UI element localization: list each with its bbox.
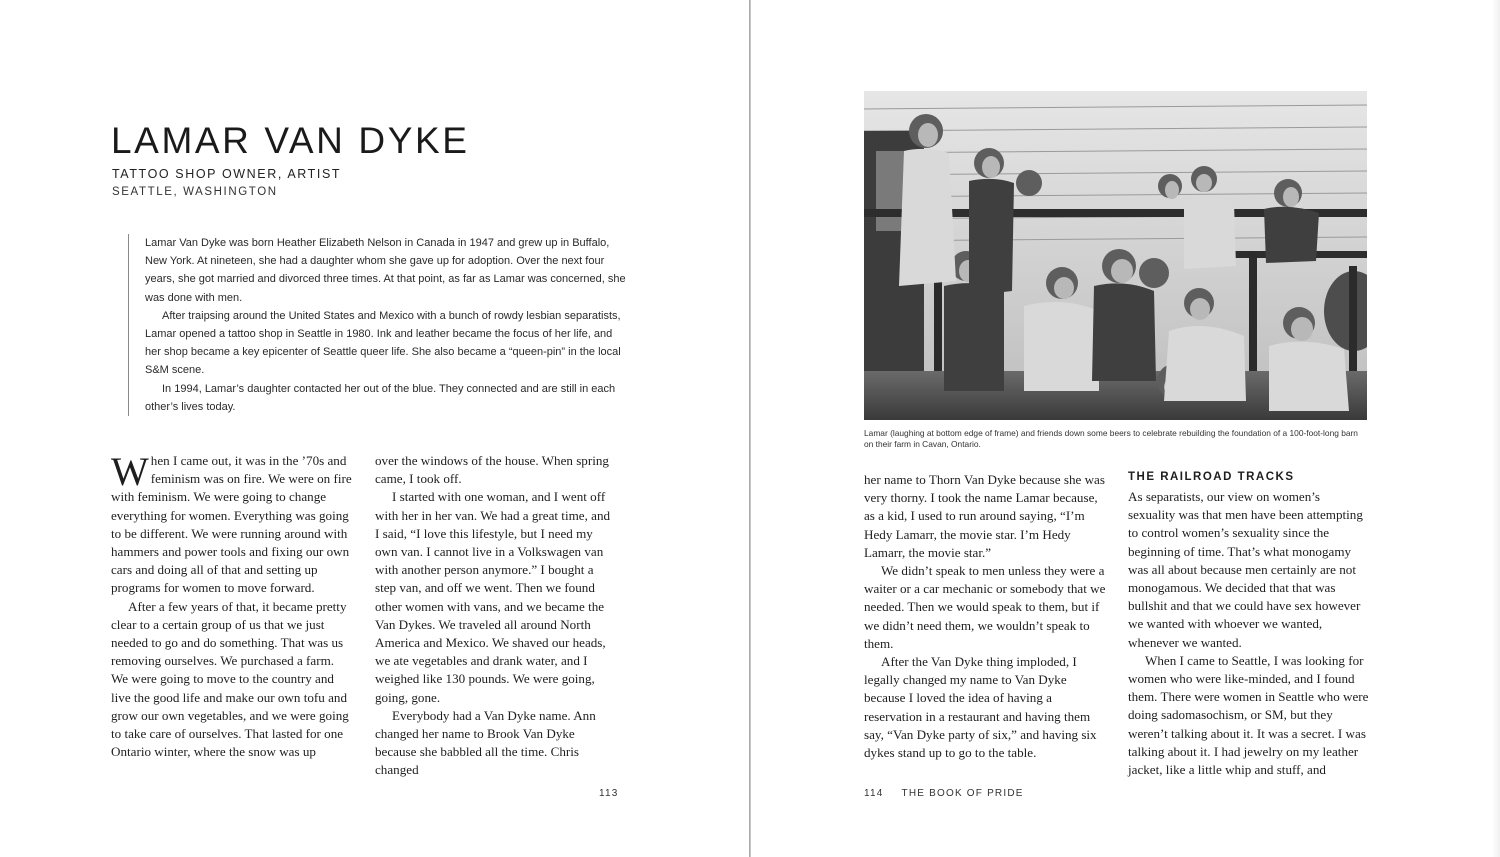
photo-illustration <box>864 91 1367 420</box>
drop-cap: W <box>111 449 149 494</box>
intro-paragraph: In 1994, Lamar’s daughter contacted her out of the blue. They connected and are still in each other’s lives today. <box>145 382 616 413</box>
body-paragraph: When I came to Seattle, I was looking for women who were like-minded, and I found them. There were women in Seattle who were doing sadomasochism, or SM, but they weren’t talking about it. It was a secret. I was talking about it. I had jewelry on my leather jacket, like a little whip and stuff, and <box>1128 652 1369 778</box>
profile-location: SEATTLE, WASHINGTON <box>112 186 278 198</box>
group-photo <box>864 91 1367 420</box>
page-edge-shadow <box>1492 0 1500 857</box>
profile-occupation: TATTOO SHOP OWNER, ARTIST <box>112 167 342 181</box>
profile-title: LAMAR VAN DYKE <box>111 120 470 161</box>
section-heading: THE RAILROAD TRACKS <box>1128 471 1295 483</box>
body-column-4 <box>1128 488 1370 779</box>
body-paragraph: Everybody had a Van Dyke name. Ann changed her name to Brook Van Dyke because she babbled all the time. Chris changed <box>375 707 596 778</box>
body-paragraph-text: hen I came out, it was in the ’70s and feminism was on fire. We were on fire with feminism. We were going to change everything for women. Everything was going to be different. We were running around with hammers and power tools and fixing our own cars and doing all of that and setting up programs for women to move forward. <box>111 453 352 596</box>
page-footer-right <box>864 788 1024 799</box>
photo-caption: Lamar (laughing at bottom edge of frame) and friends down some beers to celebrate rebuilding the foundation of a 100-foot-long barn on their farm in Cavan, Ontario. <box>864 428 1358 449</box>
book-gutter <box>749 0 751 857</box>
page-number-right: 114 <box>864 788 884 799</box>
body-paragraph: After the Van Dyke thing imploded, I legally changed my name to Van Dyke because I loved the idea of having a reservation in a restaurant and having them say, “Van Dyke party of six,” and having six dykes stand up to go to the table. <box>864 654 1097 761</box>
body-paragraph: her name to Thorn Van Dyke because she was very thorny. I took the name Lamar because, as a kid, I used to run around saying, “I’m Hedy Lamarr, the movie star. I’m Hedy Lamarr, the movie star.” <box>864 472 1105 560</box>
body-paragraph <box>111 449 353 598</box>
body-paragraph: As separatists, our view on women’s sexuality was that men have been attempting to control women’s sexuality since the beginning of time. That’s what monogamy was all about because men certainly are not monogamous. We decided that that was bullshit and that we could have sex however we wanted with whoever we wanted, whenever we wanted. <box>1128 489 1363 650</box>
running-head: THE BOOK OF PRIDE <box>901 788 1024 799</box>
body-column-3 <box>864 471 1106 762</box>
page-number-left: 113 <box>599 788 619 799</box>
intro-paragraph: Lamar Van Dyke was born Heather Elizabeth Nelson in Canada in 1947 and grew up in Buffalo, New York. At nineteen, she had a daughter whom she gave up for adoption. Over the next four years, she got married and divorced three times. At that point, as far as Lamar was concerned, she was done with men. <box>145 237 626 304</box>
intro-paragraph: After traipsing around the United States and Mexico with a bunch of rowdy lesbian separatists, Lamar opened a tattoo shop in Seattle in 1980. Ink and leather became the focus of her life, and her shop became a key epicenter of Seattle queer life. She also became a “queen-pin” in the local S&M scene. <box>145 309 621 377</box>
intro-blockquote <box>128 234 631 416</box>
body-paragraph: over the windows of the house. When spring came, I took off. <box>375 453 609 487</box>
body-column-2 <box>375 452 617 780</box>
body-column-1 <box>111 449 353 761</box>
body-paragraph: After a few years of that, it became pretty clear to a certain group of us that we just needed to go and do something. That was us removing ourselves. We purchased a farm. We were going to move to the country and live the good life and make our own tofu and grow our own vegetables, and we were going to take care of ourselves. That lasted for one Ontario winter, where the snow was up <box>111 598 349 760</box>
body-paragraph: We didn’t speak to men unless they were a waiter or a car mechanic or somebody that we needed. Then we would speak to them, but if we didn’t need them, we wouldn’t speak to them. <box>864 563 1106 651</box>
body-paragraph: I started with one woman, and I went off with her in her van. We had a great time, and I said, “I love this lifestyle, but I need my own van. I cannot live in a Volkswagen van with another person anymore.” I bought a step van, and off we went. Then we found other women with vans, and we became the Van Dykes. We traveled all around North America and Mexico. We shaved our heads, we ate vegetables and drank water, and I weighed like 130 pounds. We were going, going, gone. <box>375 489 611 705</box>
